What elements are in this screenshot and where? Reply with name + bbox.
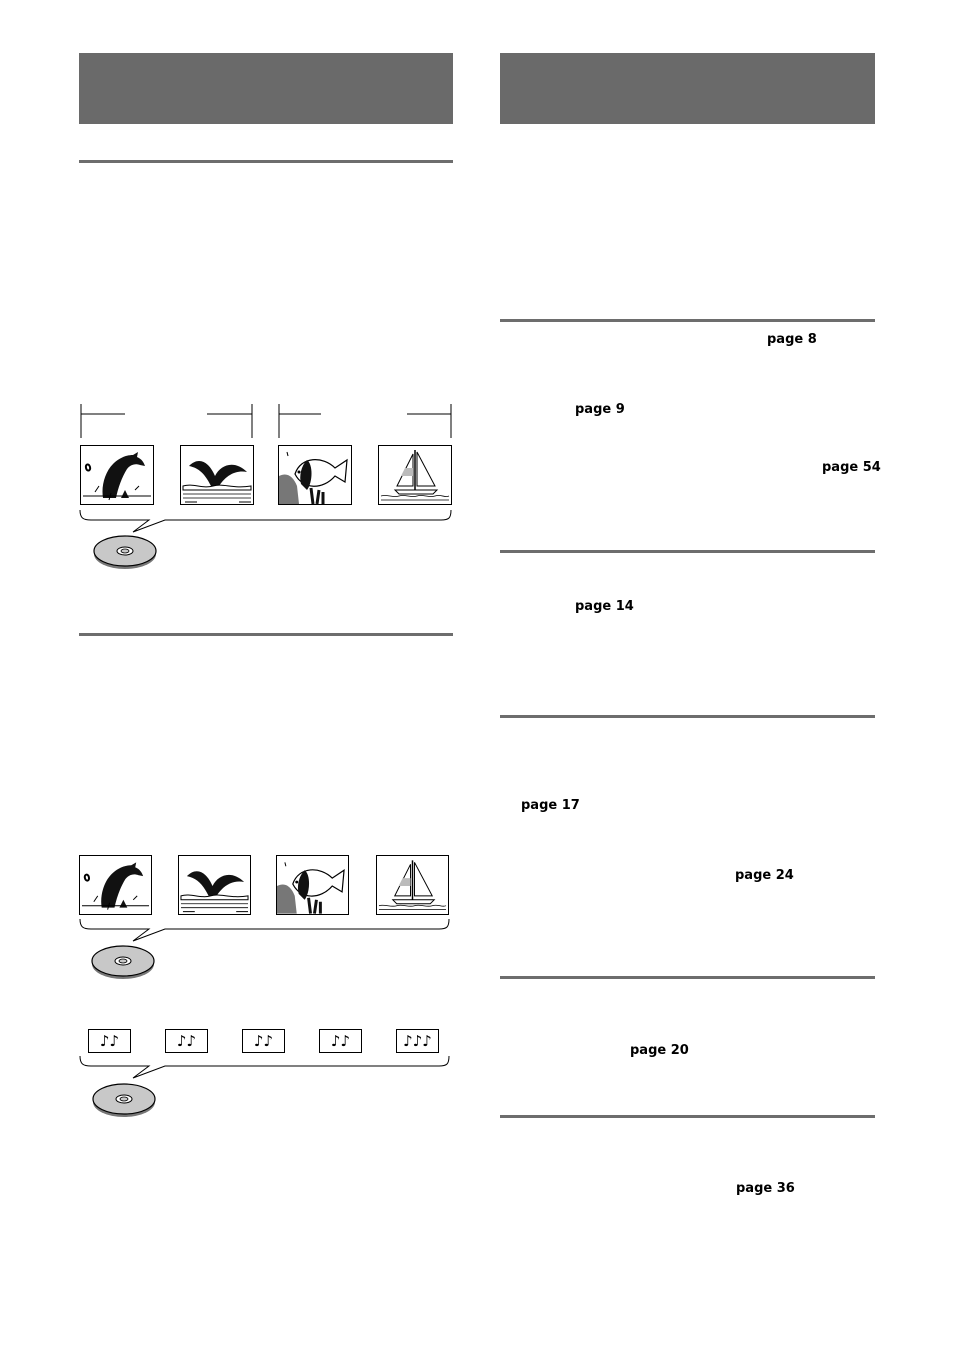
disc-bracket-3 xyxy=(79,1054,455,1080)
right-section-rule-5 xyxy=(500,1115,875,1118)
disc-icon-1 xyxy=(92,533,158,571)
bird-illustration xyxy=(180,445,254,505)
fish-illustration-2 xyxy=(276,855,349,915)
right-section-rule-2 xyxy=(500,550,875,553)
page-ref-20[interactable]: page 20 xyxy=(630,1043,689,1058)
page-ref-17[interactable]: page 17 xyxy=(521,798,580,813)
left-section-rule-2 xyxy=(79,633,453,636)
dolphin-illustration-2 xyxy=(79,855,152,915)
fish-illustration xyxy=(278,445,352,505)
page-ref-9[interactable]: page 9 xyxy=(575,402,625,417)
bird-illustration-2 xyxy=(178,855,251,915)
music-track-3: ♪♪ xyxy=(242,1029,285,1053)
sailboat-illustration-2 xyxy=(376,855,449,915)
left-section-rule-1 xyxy=(79,160,453,163)
music-track-5: ♪♪♪ xyxy=(396,1029,439,1053)
right-section-rule-3 xyxy=(500,715,875,718)
page-ref-36[interactable]: page 36 xyxy=(736,1181,795,1196)
dolphin-illustration xyxy=(80,445,154,505)
page-ref-24[interactable]: page 24 xyxy=(735,868,794,883)
disc-bracket-2 xyxy=(79,917,455,943)
title-bracket-diagram xyxy=(79,402,455,442)
page-ref-8[interactable]: page 8 xyxy=(767,332,817,347)
sailboat-illustration xyxy=(378,445,452,505)
music-track-2: ♪♪ xyxy=(165,1029,208,1053)
right-header-banner xyxy=(500,53,875,124)
page-ref-54[interactable]: page 54 xyxy=(822,460,881,475)
music-track-4: ♪♪ xyxy=(319,1029,362,1053)
music-track-1: ♪♪ xyxy=(88,1029,131,1053)
disc-icon-3 xyxy=(91,1081,157,1119)
left-header-banner xyxy=(79,53,453,124)
page-ref-14[interactable]: page 14 xyxy=(575,599,634,614)
right-section-rule-4 xyxy=(500,976,875,979)
right-section-rule-1 xyxy=(500,319,875,322)
disc-icon-2 xyxy=(90,943,156,981)
disc-bracket-1 xyxy=(79,508,455,534)
